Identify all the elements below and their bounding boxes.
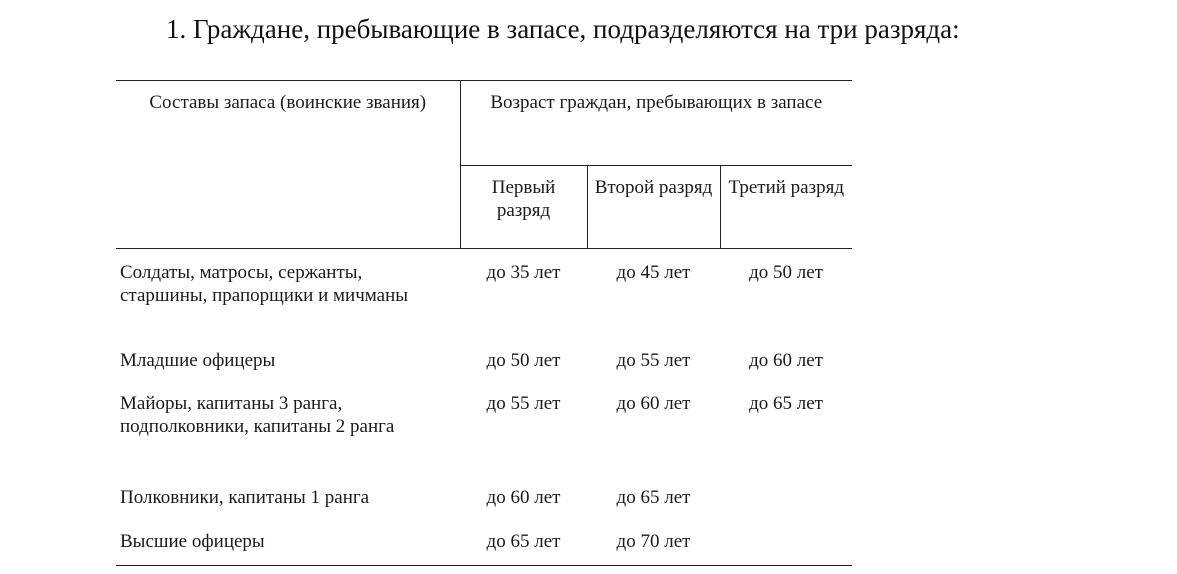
row-age-first: до 60 лет xyxy=(486,487,561,508)
table-row xyxy=(116,524,852,566)
page-heading: 1. Граждане, пребывающие в запасе, подразделяются на три разряда: xyxy=(166,14,960,44)
row-age-second: до 65 лет xyxy=(616,487,691,508)
row-age-third xyxy=(720,486,852,524)
row-age-second: до 60 лет xyxy=(616,393,691,414)
row-age-third: до 65 лет xyxy=(749,393,823,414)
row-age-second: до 45 лет xyxy=(616,262,691,283)
row-composition: Солдаты, матросы, сержанты, старшины, прапорщики и мичманы xyxy=(120,262,409,306)
reserve-categories-table xyxy=(116,80,852,566)
row-age-first: до 65 лет xyxy=(460,524,587,566)
header-category-third: Третий разряд xyxy=(720,166,852,249)
table-row xyxy=(116,249,852,344)
row-age-first: до 35 лет xyxy=(486,262,561,283)
header-composition: Составы запаса (воинские звания) xyxy=(116,81,460,249)
header-category-second: Второй разряд xyxy=(587,166,720,249)
row-composition: Высшие офицеры xyxy=(116,524,460,566)
header-age-group: Возраст граждан, пребывающих в запасе xyxy=(460,81,852,166)
table-row xyxy=(116,486,852,524)
row-age-second: до 70 лет xyxy=(587,524,720,566)
header-row-top xyxy=(116,81,852,166)
row-age-third: до 50 лет xyxy=(749,262,823,283)
row-composition: Младшие офицеры xyxy=(120,350,276,371)
row-age-third xyxy=(720,524,852,566)
row-age-third: до 60 лет xyxy=(749,350,823,371)
header-category-first: Первый разряд xyxy=(460,166,587,249)
table-row xyxy=(116,387,852,486)
row-age-second: до 55 лет xyxy=(616,350,691,371)
row-composition: Полковники, капитаны 1 ранга xyxy=(120,487,370,508)
row-age-first: до 55 лет xyxy=(486,393,561,414)
row-composition: Майоры, капитаны 3 ранга, подполковники, капитаны 2 ранга xyxy=(120,393,395,437)
row-age-first: до 50 лет xyxy=(486,350,561,371)
table-row xyxy=(116,343,852,387)
